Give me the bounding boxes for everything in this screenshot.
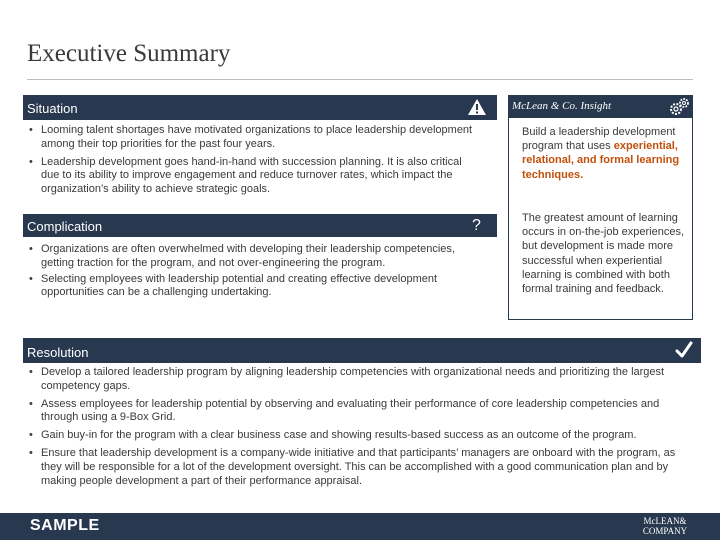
company-logo <box>630 516 700 536</box>
list-item: • Assess employees for leadership potential by observing and evaluating their performance of core leadership competencies and through using a 9-Box Grid. <box>27 398 699 426</box>
situation-bullets <box>27 124 477 197</box>
complication-header <box>23 214 497 237</box>
sample-label: SAMPLE <box>30 517 100 534</box>
resolution-header-label: Resolution <box>27 345 89 360</box>
situation-header-label: Situation <box>27 101 78 116</box>
logo-line-2: COMPANY <box>642 526 688 536</box>
list-item: • Develop a tailored leadership program by aligning leadership competencies with organizational needs and prioritizing the largest competency gaps. <box>27 366 699 394</box>
list-item: • Looming talent shortages have motivated organizations to place leadership development among their top priorities for the past four years. <box>27 124 477 152</box>
resolution-header <box>23 338 701 363</box>
list-item: • Organizations are often overwhelmed with developing their leadership competencies, getting traction for the program, and not over-engineering the program. <box>27 243 477 271</box>
list-item: • Ensure that leadership development is a company-wide initiative and that participants’ managers are onboard with the program, as they will be responsible for a lot of the development oversight. This can be accomplished with a good communication plan and by making people development a part of their performance appraisal. <box>27 447 699 488</box>
footer-bar <box>0 513 720 540</box>
title-divider <box>27 79 693 80</box>
page-title: Executive Summary <box>27 40 231 67</box>
insight-panel <box>508 118 693 320</box>
insight-paragraph-2: The greatest amount of learning occurs in on-the-job experiences, but development is made more successful when experiential learning is combined with both formal training and feedback. <box>522 212 685 296</box>
gears-icon <box>668 97 690 120</box>
question-icon: ? <box>472 217 481 234</box>
list-item: • Gain buy-in for the program with a clear business case and showing results-based success as an outcome of the program. <box>27 429 699 443</box>
insight-header-label: McLean & Co. Insight <box>512 100 611 112</box>
insight-highlight: experiential, relational, and formal learning techniques. <box>522 140 680 181</box>
list-item: • Leadership development goes hand-in-hand with succession planning. It is also critical due to its ability to improve engagement and reduce turnover rates, which impact the organization’s ability to achieve strategic goals. <box>27 156 477 197</box>
insight-paragraph-1 <box>522 125 687 182</box>
checkmark-icon <box>675 341 693 362</box>
warning-icon <box>467 98 487 119</box>
complication-header-label: Complication <box>27 219 103 234</box>
situation-header <box>23 95 497 120</box>
resolution-bullets <box>27 366 699 488</box>
insight-header <box>508 95 693 118</box>
complication-bullets <box>27 243 477 300</box>
insight-text: Build a leadership development program that uses <box>522 126 676 153</box>
list-item: • Selecting employees with leadership potential and creating effective development opportunities can be a challenging undertaking. <box>27 273 477 301</box>
logo-line-1: McLEAN& <box>643 516 687 526</box>
